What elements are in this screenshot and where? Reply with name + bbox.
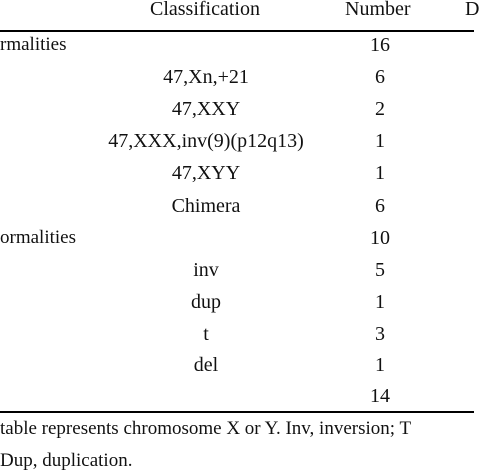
- row-classification: 47,Xn,+21: [163, 66, 249, 88]
- row-number: 1: [375, 130, 385, 152]
- footnote-line-2: Dup, duplication.: [0, 450, 133, 471]
- row-classification: 47,XXX,inv(9)(p12q13): [108, 130, 304, 152]
- row-number: 2: [375, 98, 385, 120]
- row-number: 10: [370, 227, 390, 249]
- table-row: [0, 319, 474, 351]
- row-group-label: ormalities: [0, 227, 76, 248]
- table-row: [0, 30, 474, 62]
- header-number: Number: [345, 0, 411, 20]
- row-number: 3: [375, 323, 385, 345]
- row-number: 1: [375, 162, 385, 184]
- row-number: 6: [375, 195, 385, 217]
- row-number: 1: [375, 291, 385, 313]
- row-number: 6: [375, 66, 385, 88]
- bottom-rule: [0, 411, 474, 413]
- row-classification: t: [203, 323, 209, 345]
- row-classification: del: [193, 354, 219, 376]
- table-row: [0, 62, 474, 94]
- footnote-line-1: table represents chromosome X or Y. Inv, inversion; T: [0, 418, 412, 439]
- row-number: 5: [375, 259, 385, 281]
- table-row: [0, 255, 474, 287]
- table-row: [0, 126, 474, 158]
- header-classification: Classification: [150, 0, 260, 20]
- row-number: 14: [370, 385, 390, 407]
- row-classification: Chimera: [171, 195, 241, 217]
- header-cut-column: D: [465, 0, 479, 20]
- row-classification: inv: [193, 259, 219, 281]
- row-classification: 47,XYY: [171, 162, 241, 184]
- row-number: 16: [370, 34, 390, 56]
- row-classification: 47,XXY: [171, 98, 241, 120]
- table-row: [0, 191, 474, 223]
- table-row: [0, 94, 474, 126]
- row-number: 1: [375, 354, 385, 376]
- table-row: [0, 350, 474, 382]
- table-row: [0, 158, 474, 190]
- table-row: [0, 287, 474, 319]
- table-row: [0, 223, 474, 255]
- row-group-label: rmalities: [0, 34, 67, 55]
- table-row-total: [0, 381, 474, 413]
- row-classification: dup: [191, 291, 221, 313]
